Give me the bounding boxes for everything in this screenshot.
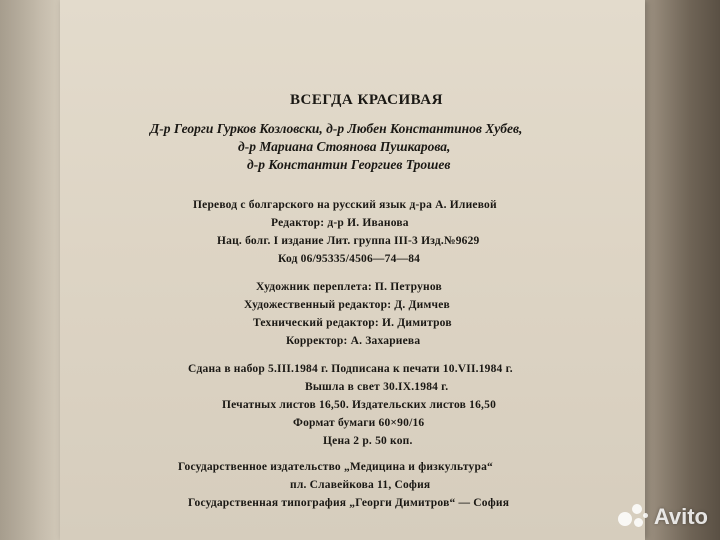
translation-line: Редактор: д-р И. Иванова <box>271 217 409 229</box>
staff-line: Художник переплета: П. Петрунов <box>256 281 442 293</box>
book-page <box>60 0 645 540</box>
book-title: ВСЕГДА КРАСИВАЯ <box>290 92 443 108</box>
avito-watermark <box>618 504 708 530</box>
left-page-edge <box>0 0 60 540</box>
translation-line: Перевод с болгарского на русский язык д-ра А. Илиевой <box>193 199 497 211</box>
staff-line: Технический редактор: И. Димитров <box>253 317 452 329</box>
staff-line: Художественный редактор: Д. Димчев <box>244 299 450 311</box>
publisher-line: Государственная типография „Георги Димитров“ — София <box>188 497 510 509</box>
translation-line: Нац. болг. I издание Лит. группа III-3 Изд.№9629 <box>217 235 480 247</box>
print-line: Печатных листов 16,50. Издательских листов 16,50 <box>222 399 497 411</box>
author-line: д-р Мариана Стоянова Пушкарова, <box>238 139 451 154</box>
publisher-line: Государственное издательство „Медицина и физкультура“ <box>178 461 493 473</box>
translation-line: Код 06/95335/4506—74—84 <box>278 253 421 265</box>
staff-line: Корректор: А. Захариева <box>286 335 421 347</box>
print-line: Сдана в набор 5.III.1984 г. Подписана к печати 10.VII.1984 г. <box>188 363 513 375</box>
print-line: Формат бумаги 60×90/16 <box>293 417 425 429</box>
watermark-text: Avito <box>653 504 708 529</box>
author-line: д-р Константин Георгиев Трошев <box>247 157 451 172</box>
print-line: Вышла в свет 30.IX.1984 г. <box>305 381 449 393</box>
print-line: Цена 2 р. 50 коп. <box>323 435 413 447</box>
author-line: Д-р Георги Гурков Козловски, д-р Любен Константинов Хубев, <box>150 121 523 136</box>
publisher-line: пл. Славейкова 11, София <box>290 479 431 491</box>
avito-logo-icon <box>618 504 648 530</box>
